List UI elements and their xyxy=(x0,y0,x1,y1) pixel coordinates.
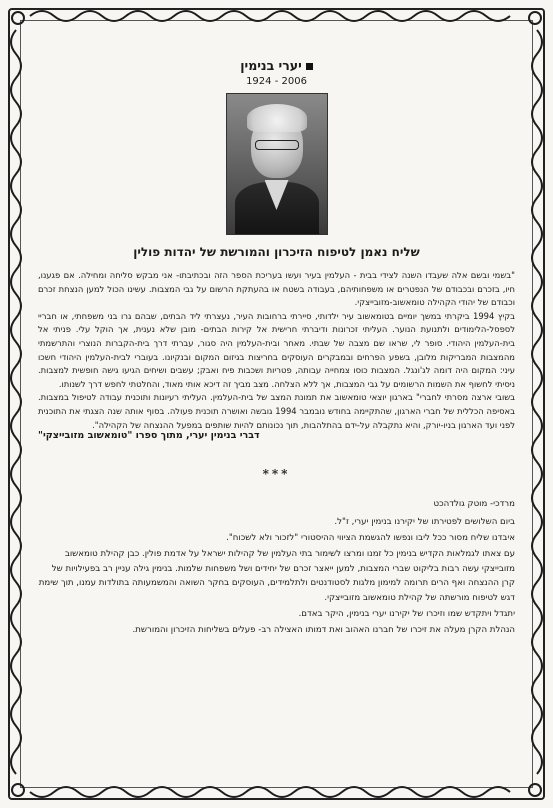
person-name xyxy=(38,58,515,73)
quoted-text xyxy=(38,269,515,432)
closing-paragraph: עם צאתו לגמלאות הקדיש בנימין כל זמנו ומרצו לשימור בתי העלמין של קהילות ישראל על אדמת פולין. כבן קהילת טומאשוב מזובייצקי עשה רבות בליקוט שברי המצבות, למען ייאצר זכרם של יחידים ושל משפחות שלמות. בנימין גילה עניין רב בפעילויות של קרן ההנצחה ואף הרים תרומה למימון מלגות לסטודנטים ולתלמידים, העוסקים בחקר השואה והמשמעותה בתולדות עמנו, תוך שימת דגש לטיפוח מורשתה של קהילת טומאשוב מזובייצקי. xyxy=(38,548,515,604)
closing-paragraph: איבדנו שליח מסור ככל ליבו ונפשו להגשמת הציווי ההיסטורי "לזכור ולא לשכוח". xyxy=(226,532,515,543)
life-years: 1924 - 2006 xyxy=(246,76,307,87)
closing-paragraph: הנהלת הקרן מעלה את זיכרו של חברנו האהוב ואת דמותו האצילה רב- פעלים בשליחות הזיכרון והמורשת. xyxy=(132,624,515,635)
closing-paragraph: יתגדל ויתקדש שמו וזיכרו של יקירנו יערי בנימין, היקר באדם. xyxy=(298,608,515,619)
paragraph: בקיץ 1994 ביקרתי במשך יומיים בטומאשוב עיר ילדותי, סיירתי ברחובות העיר, נעצרתי ליד הבתים, שבהם גרו בני משפחתי, או חבריי לספסל-הלימודים ולתנועת הנוער. העליתי זכרונות ודיברתי חרישית אל קירות הבתים- מובן שלא נענית, אך הוקל עלי. פניתי אל בית-העלמין היהודי. סופר לי, שראו שם מצבה של שבתי. מאחר ובית-העלמין היה סגור, עברתי דרך בית-הקברות הנוצרי והתרשמתי מהמצבות המבריקות מלובן, בשפע הפרחים ובמבקרים העוסקים בחריצות בגיזום המקום ובנקיונו. בעוברי לבית-העלמין היהודי חשכו עיני: המקום היה דומה לג'ונגל. המצבות כוסו צמחייה עבותה, פטריות ושכבות פיח ואבק; עשבים ושיחים הגיעו גישה חופשית למצבות. ניסיתי לחשוף את השמות הרשומים על גבי המצבות, אך ללא הצלחה. מצב מביך זה דיכא אותי מאוד, והחלטתי לחפש דרך לשנותו. xyxy=(38,310,515,389)
paragraph: בשובי ארצה מסרתי לחברי" בארגון יוצאי טומאשוב את תמונת המצב של בית-העלמין. העליתי רעיונות ותוכנית עבודה לטיפול במצבות. באסיפה הכללית של חברי הארגון, שהתקיימה בחודש נובמבר 1994 גובשה ואושרה תוכנית פעולה. בסוף אותה שנה הצגתי את התוכנית לפני ועד הארגון בניו-יורק, והיא נתקבלה על-ידם בהתלהבות, תוך נכונותם להיות שותפים במפעל ההנצחה של הקהילה". xyxy=(38,392,516,430)
square-bullet-icon xyxy=(306,63,313,70)
glasses-detail xyxy=(255,140,299,150)
name-text: יערי בנימין xyxy=(240,58,302,73)
closing-paragraph: ביום השלושים לפטירתו של יקירנו בנימין יערי, ז"ל. xyxy=(334,517,515,528)
portrait-photo xyxy=(226,93,328,235)
section-separator: *** xyxy=(262,467,291,482)
content-area xyxy=(38,52,515,639)
author-name: מרדכי- מוטק גולדהכט xyxy=(433,499,515,510)
paragraph: "בשמי ובשם אלה שעבדו השנה לצידי בבית - העלמין בעיר ועשו בעריכת הספר הזה ובכתיבתו- אני מבקש סליחה ומחילה. אם פגענו, חיו, בזכרם ובכבודם של הנפטרים או משפחותיהם, בעבודה בשטח או בהעתקת הרשום על גבי המצבות. עשינו הכול למען הנצחת זכרם וכבודם של יהודי הקהילה טומאשוב-מזובייצקי. xyxy=(38,270,515,308)
quote-attribution: דברי בנימין יערי, מתוך ספרו "טומאשוב מזובייצקי" xyxy=(38,430,260,442)
article-heading: שליח נאמן לטיפוח הזיכרון והמורשת של יהדות פולין xyxy=(133,245,420,259)
